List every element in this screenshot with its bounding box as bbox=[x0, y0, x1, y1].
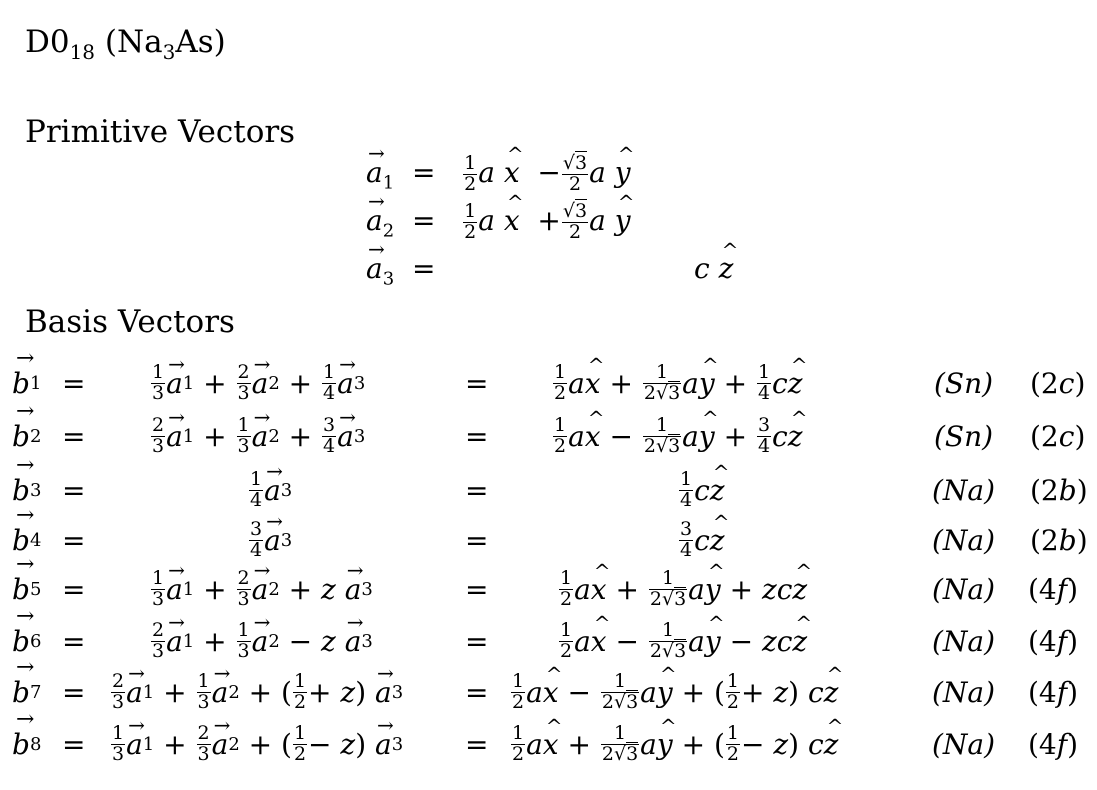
basis-row: → b 6 = $\frac{2}{3}$ → a 1 + $\frac{1}{3}$ → a 2 − z → a 3 = $\frac{1}{2}$ a ^ x − $\frac{1}{2√3}$ a ^ y − zc ^ z (Na) (4 f ) bbox=[0, 616, 1097, 666]
primitive-vector-a1: → $a_1$ = $\frac{1}{2}$ a ^ x − $\frac{√3}{2}$ a ^ y bbox=[366, 154, 631, 195]
title-formula-sub: 3 bbox=[162, 40, 176, 65]
basis-row: → b 7 = $\frac{2}{3}$ → a 1 + $\frac{1}{3}$ → a 2 + ( $\frac{1}{2}$ + z ) → a 3 = $\frac{1}{2}$ a ^ x − $\frac{1}{2√3}$ a ^ y + ( $\frac{1}{2}$ + z ) c ^ z (Na) (4 f ) bbox=[0, 667, 1097, 717]
page-title bbox=[25, 24, 226, 64]
title-main: D0 bbox=[25, 24, 70, 60]
primitive-vector-a3-rhs: c ^ z bbox=[694, 252, 733, 285]
title-formula-pre: (Na bbox=[104, 24, 163, 60]
basis-row: → b 8 = $\frac{1}{3}$ → a 1 + $\frac{2}{3}$ → a 2 + ( $\frac{1}{2}$ − z ) → a 3 = $\frac{1}{2}$ a ^ x + $\frac{1}{2√3}$ a ^ y + ( $\frac{1}{2}$ − z ) c ^ z (Na) (4 f ) bbox=[0, 719, 1097, 769]
primitive-vector-a2: → $a_2$ = $\frac{1}{2}$ a ^ x + $\frac{√3}{2}$ a ^ y bbox=[366, 202, 631, 243]
basis-row: → b 2 = $\frac{2}{3}$ → a 1 + $\frac{1}{3}$ → a 2 + $\frac{3}{4}$ → a 3 = $\frac{1}{2}$ a ^ x − $\frac{1}{2√3}$ a ^ y + $\frac{3}{4}$ c ^ z (Sn) (2 c ) bbox=[0, 411, 1097, 461]
primitive-vectors-heading: Primitive Vectors bbox=[25, 114, 296, 150]
title-subscript: 18 bbox=[69, 40, 96, 65]
primitive-vector-a3: → $a_3$ = bbox=[366, 252, 435, 290]
basis-row: → b 3 = $\frac{1}{4}$ → a 3 = $\frac{1}{4}$ c ^ z (Na) (2 b ) bbox=[0, 465, 1097, 515]
basis-row: → b 1 = $\frac{1}{3}$ → a 1 + $\frac{2}{3}$ → a 2 + $\frac{1}{4}$ → a 3 = $\frac{1}{2}$ a ^ x + $\frac{1}{2√3}$ a ^ y + $\frac{1}{4}$ c ^ z (Sn) (2 c ) bbox=[0, 358, 1097, 408]
title-formula-post: As) bbox=[175, 24, 226, 60]
basis-row: → b 5 = $\frac{1}{3}$ → a 1 + $\frac{2}{3}$ → a 2 + z → a 3 = $\frac{1}{2}$ a ^ x + $\frac{1}{2√3}$ a ^ y + zc ^ z (Na) (4 f ) bbox=[0, 564, 1097, 614]
basis-vectors-heading: Basis Vectors bbox=[25, 304, 235, 340]
basis-row: → b 4 = $\frac{3}{4}$ → a 3 = $\frac{3}{4}$ c ^ z (Na) (2 b ) bbox=[0, 515, 1097, 565]
